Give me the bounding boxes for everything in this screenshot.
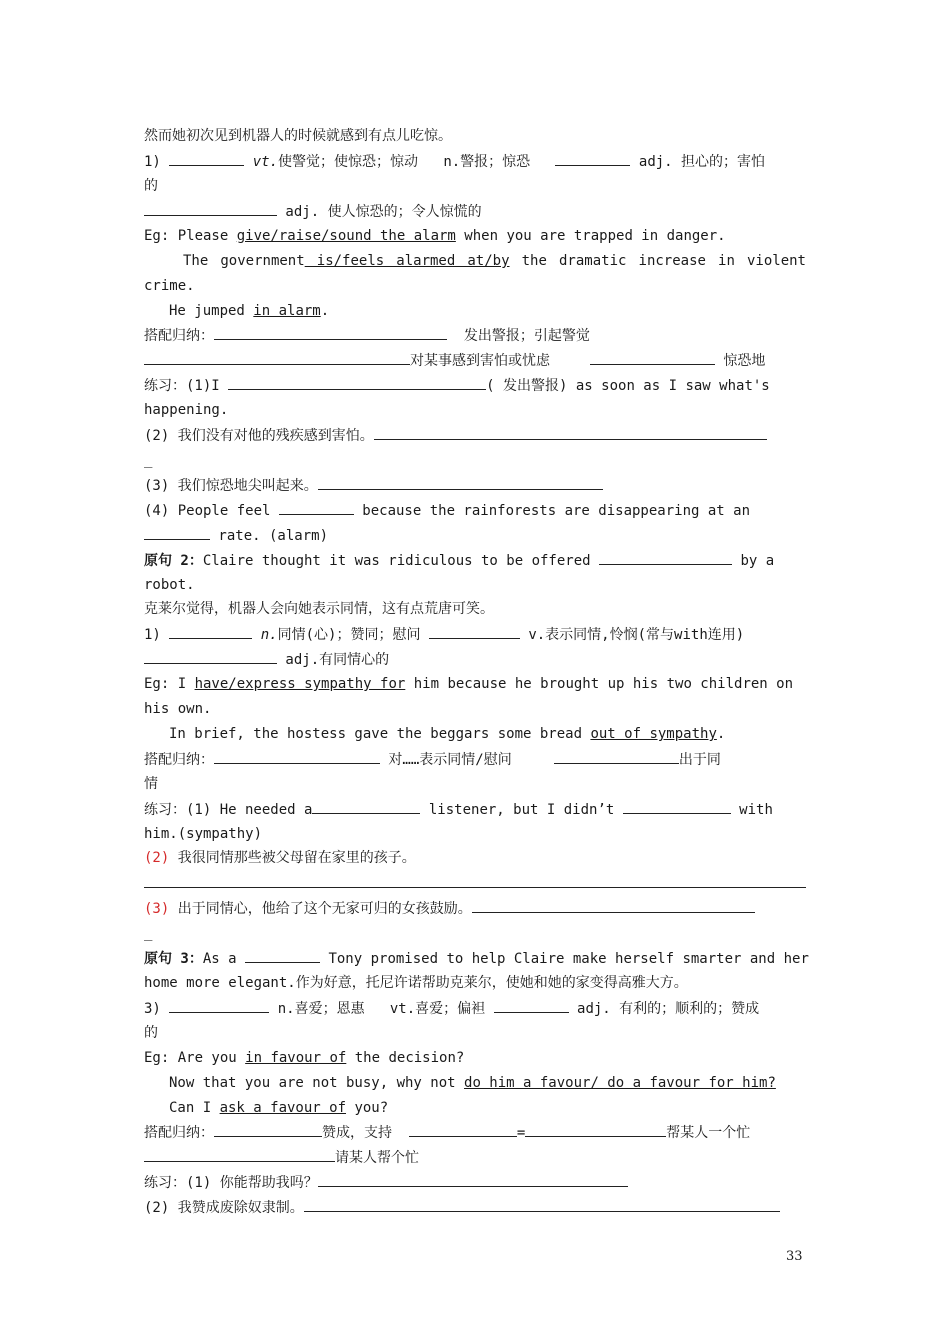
example-sentence: Can I ask a favour of you?: [169, 1100, 389, 1116]
translation-line: 克莱尔觉得，机器人会向她表示同情，这有点荒唐可笑。: [144, 601, 494, 617]
fill-blank[interactable]: [169, 151, 244, 166]
text-line: 然而她初次见到机器人的时候就感到有点儿吃惊。: [144, 128, 452, 144]
answer-line[interactable]: [472, 898, 755, 913]
collocation-summary: 搭配归纳： 赞成，支持 = 帮某人一个忙: [144, 1122, 806, 1143]
collocation-summary: 搭配归纳： 对……表示同情/慰问 出于同: [144, 749, 806, 770]
page-number: 33: [786, 1249, 803, 1264]
answer-line[interactable]: [144, 873, 806, 888]
fill-blank[interactable]: [409, 1122, 517, 1137]
fill-blank[interactable]: [312, 799, 420, 814]
vocab-sympathy-forms: 1) n.同情(心)；赞同；慰问 v.表示同情,怜悯(常与with连用): [144, 624, 806, 645]
exercise-line: 练习：(1)I ( 发出警报) as soon as I saw what's: [144, 375, 806, 396]
fill-blank[interactable]: [494, 998, 569, 1013]
fill-blank[interactable]: [144, 649, 277, 664]
exercise-line: 练习：(1) He needed a listener, but I didn’t with: [144, 799, 806, 820]
fill-blank[interactable]: [214, 749, 380, 764]
example-sentence: Eg: Please give/raise/sound the alarm when you are trapped in danger.: [144, 228, 726, 244]
vocab-line: adj. 使人惊恐的；令人惊慌的: [144, 201, 806, 222]
fill-blank[interactable]: [245, 948, 320, 963]
text-line: 情: [144, 776, 158, 792]
exercise-line: (2) 我很同情那些被父母留在家里的孩子。: [144, 850, 416, 866]
text-line: 的: [144, 1025, 158, 1041]
example-sentence: Eg: I have/express sympathy for him because he brought up his two children on: [144, 676, 794, 692]
collocation-summary: 搭配归纳： 发出警报；引起警觉: [144, 325, 806, 346]
answer-line[interactable]: [374, 425, 767, 440]
text-line: robot.: [144, 577, 195, 593]
original-sentence-3: 原句 3：As a Tony promised to help Claire make herself smarter and her: [144, 948, 806, 969]
fill-blank[interactable]: [144, 350, 410, 365]
fill-blank[interactable]: [214, 325, 447, 340]
fill-blank[interactable]: [144, 201, 277, 216]
fill-blank[interactable]: [279, 500, 354, 515]
example-sentence: Eg: Are you in favour of the decision?: [144, 1050, 465, 1066]
fill-blank[interactable]: [599, 550, 732, 565]
exercise-line: (2) 我赞成废除奴隶制。: [144, 1197, 806, 1218]
fill-blank[interactable]: [228, 375, 486, 390]
fill-blank[interactable]: [429, 624, 520, 639]
answer-line[interactable]: [318, 475, 603, 490]
exercise-line: rate. (alarm): [144, 525, 806, 546]
collocation-summary: 请某人帮个忙: [144, 1147, 806, 1168]
fill-blank[interactable]: [554, 749, 679, 764]
fill-blank[interactable]: [214, 1122, 322, 1137]
answer-line[interactable]: [304, 1197, 780, 1212]
collocation-summary: 对某事感到害怕或忧虑 惊恐地: [144, 350, 806, 371]
example-sentence: He jumped in alarm.: [169, 303, 330, 319]
answer-line-row: [144, 873, 806, 894]
text-line: _: [144, 452, 153, 468]
fill-blank[interactable]: [169, 624, 252, 639]
text-line: home more elegant.作为好意，托尼许诺帮助克莱尔，使她和她的家变得高雅大方。: [144, 975, 688, 991]
original-sentence-2: 原句 2：Claire thought it was ridiculous to be offered by a: [144, 550, 806, 571]
vocab-favour-forms: 3) n.喜爱；恩惠 vt.喜爱；偏袒 adj. 有利的；顺利的；赞成: [144, 998, 806, 1019]
answer-line[interactable]: [318, 1172, 628, 1187]
exercise-line: (3) 出于同情心，他给了这个无家可归的女孩鼓励。: [144, 898, 806, 919]
example-sentence: Now that you are not busy, why not do him a favour/ do a favour for him?: [169, 1075, 776, 1091]
fill-blank[interactable]: [525, 1122, 666, 1137]
text-line: _: [144, 925, 153, 941]
text-line: his own.: [144, 701, 212, 717]
fill-blank[interactable]: [144, 525, 210, 540]
text-line: happening.: [144, 402, 229, 418]
fill-blank[interactable]: [590, 350, 715, 365]
fill-blank[interactable]: [144, 1147, 335, 1162]
fill-blank[interactable]: [555, 151, 630, 166]
exercise-line: 练习：(1) 你能帮助我吗？: [144, 1172, 806, 1193]
text-line: him.(sympathy): [144, 826, 263, 842]
fill-blank[interactable]: [169, 998, 269, 1013]
exercise-line: (2) 我们没有对他的残疾感到害怕。: [144, 425, 806, 446]
vocab-line: adj.有同情心的: [144, 649, 806, 670]
text-line: 的: [144, 178, 158, 194]
exercise-line: (3) 我们惊恐地尖叫起来。: [144, 475, 806, 496]
vocab-alarm-forms: 1) vt.使警觉；使惊恐；惊动 n.警报；惊恐 adj. 担心的；害怕: [144, 151, 806, 172]
example-sentence: The government is/feels alarmed at/by the dramatic increase in violent: [183, 253, 806, 269]
text-line: crime.: [144, 278, 195, 294]
fill-blank[interactable]: [623, 799, 731, 814]
example-sentence: In brief, the hostess gave the beggars some bread out of sympathy.: [169, 726, 726, 742]
exercise-line: (4) People feel because the rainforests are disappearing at an: [144, 500, 806, 521]
